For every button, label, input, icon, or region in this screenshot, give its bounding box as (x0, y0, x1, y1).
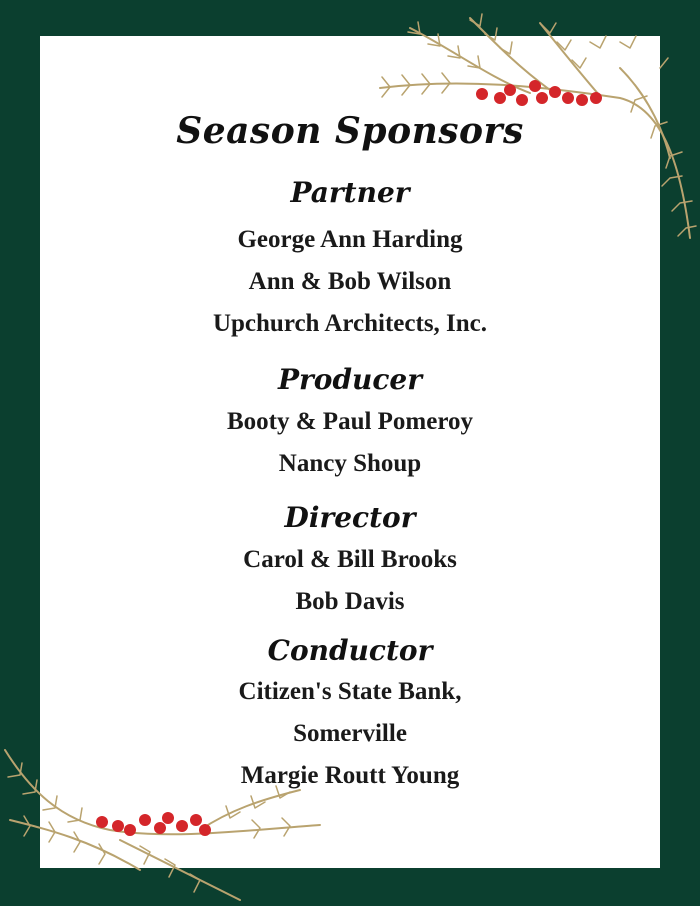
page-title: Season Sponsors (176, 110, 524, 152)
sponsor-name: Citizen's State Bank, (238, 678, 462, 705)
sponsor-name: Booty & Paul Pomeroy (226, 408, 474, 435)
sponsor-name: Bob Davis (295, 588, 405, 615)
sponsor-name: George Ann Harding (237, 226, 463, 253)
sponsor-name: Ann & Bob Wilson (248, 268, 452, 295)
sponsor-name: Carol & Bill Brooks (243, 546, 457, 573)
section-heading-director: Director (284, 501, 416, 534)
section-heading-conductor: Conductor (267, 634, 433, 667)
sponsor-name: Somerville (293, 720, 407, 747)
section-heading-partner: Partner (290, 176, 410, 209)
sponsor-name: Nancy Shoup (278, 450, 422, 477)
sponsor-name: Margie Routt Young (240, 762, 460, 789)
section-heading-producer: Producer (277, 363, 423, 396)
sponsor-name: Upchurch Architects, Inc. (212, 310, 488, 337)
